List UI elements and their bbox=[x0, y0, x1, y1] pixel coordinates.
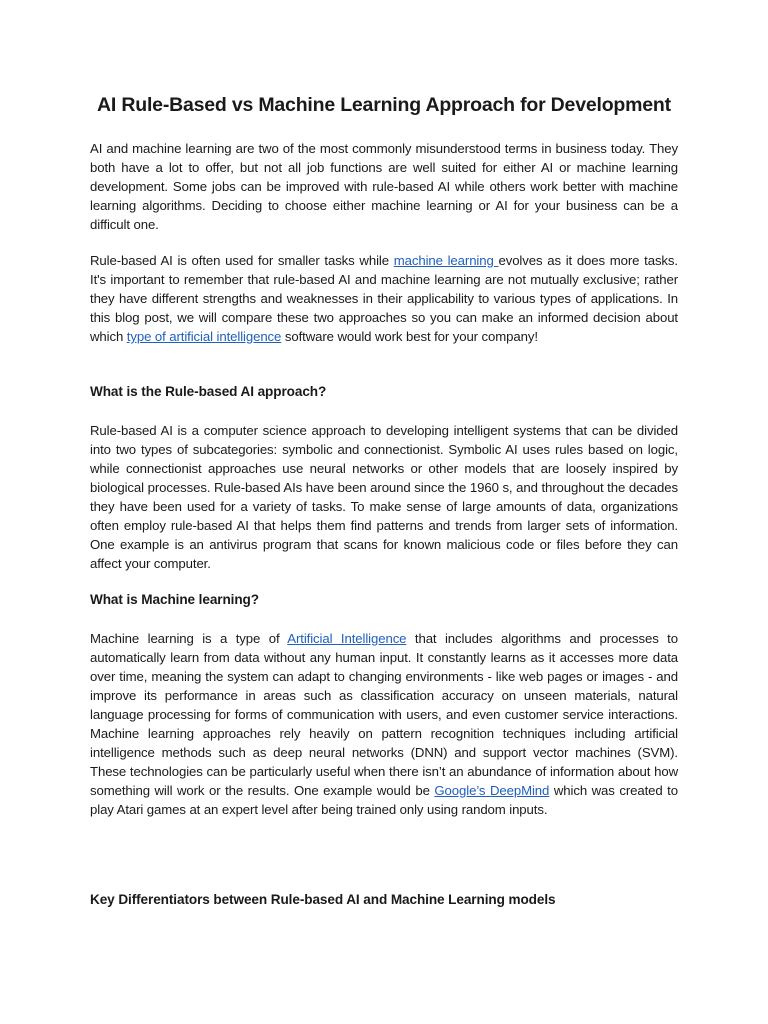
paragraph-text: that includes algorithms and processes to automatically learn from data without any human input. It constantly learns as it accesses more data over time, meaning the system can adapt to changing environments - like web pages or images - and improve its performance in areas such as classification accuracy on unseen materials, natural language processing for forms of communication with users, and even customer service interactions. Machine learning approaches rely heavily on pattern recognition techniques including artificial intelligence methods such as deep neural networks (DNN) and support vector machines (SVM). These technologies can be particularly useful when there isn’t an abundance of information about how something will work or the results. One example would be bbox=[90, 631, 678, 798]
google-deepmind-link[interactable]: Google’s DeepMind bbox=[434, 783, 550, 798]
machine-learning-link[interactable]: machine learning bbox=[393, 253, 499, 268]
artificial-intelligence-link[interactable]: Artificial Intelligence bbox=[287, 631, 407, 646]
second-paragraph bbox=[90, 251, 678, 346]
differentiators-heading: Key Differentiators between Rule-based AI and Machine Learning models bbox=[90, 892, 556, 907]
machine-learning-heading: What is Machine learning? bbox=[90, 592, 259, 607]
paragraph-text: Rule-based AI is often used for smaller tasks while bbox=[90, 253, 394, 268]
paragraph-text: evolves as it does more tasks. It's important to remember that rule-based AI and machine learning are not mutually exclusive; rather they have different strengths and weaknesses in their applicability to various types of applications. In this blog post, we will compare these two approaches so you can make an informed decision about which bbox=[90, 253, 678, 344]
machine-learning-paragraph bbox=[90, 629, 678, 819]
intro-paragraph: AI and machine learning are two of the most commonly misunderstood terms in business today. They both have a lot to offer, but not all job functions are well suited for either AI or machine learning development. Some jobs can be improved with rule-based AI while others work better with machine learning algorithms. Deciding to choose either machine learning or AI for your business can be a difficult one. bbox=[90, 141, 678, 232]
document-title: AI Rule-Based vs Machine Learning Approach for Development bbox=[97, 94, 671, 116]
paragraph-text: software would work best for your company! bbox=[281, 329, 538, 344]
paragraph-text: which was created to play Atari games at an expert level after being trained only using random inputs. bbox=[90, 783, 678, 817]
paragraph-text: Machine learning is a type of bbox=[90, 631, 288, 646]
type-of-ai-link[interactable]: type of artificial intelligence bbox=[126, 329, 282, 344]
rule-based-paragraph: Rule-based AI is a computer science approach to developing intelligent systems that can be divided into two types of subcategories: symbolic and connectionist. Symbolic AI uses rules based on logic, while connectionist approaches use neural networks or other models that are loosely inspired by biological processes. Rule-based AIs have been around since the 1960 s, and throughout the decades they have been used for a variety of tasks. To make sense of large amounts of data, organizations often employ rule-based AI that helps them find patterns and trends from larger sets of information. One example is an antivirus program that scans for known malicious code or files before they can affect your computer. bbox=[90, 423, 678, 571]
rule-based-heading: What is the Rule-based AI approach? bbox=[90, 384, 327, 399]
